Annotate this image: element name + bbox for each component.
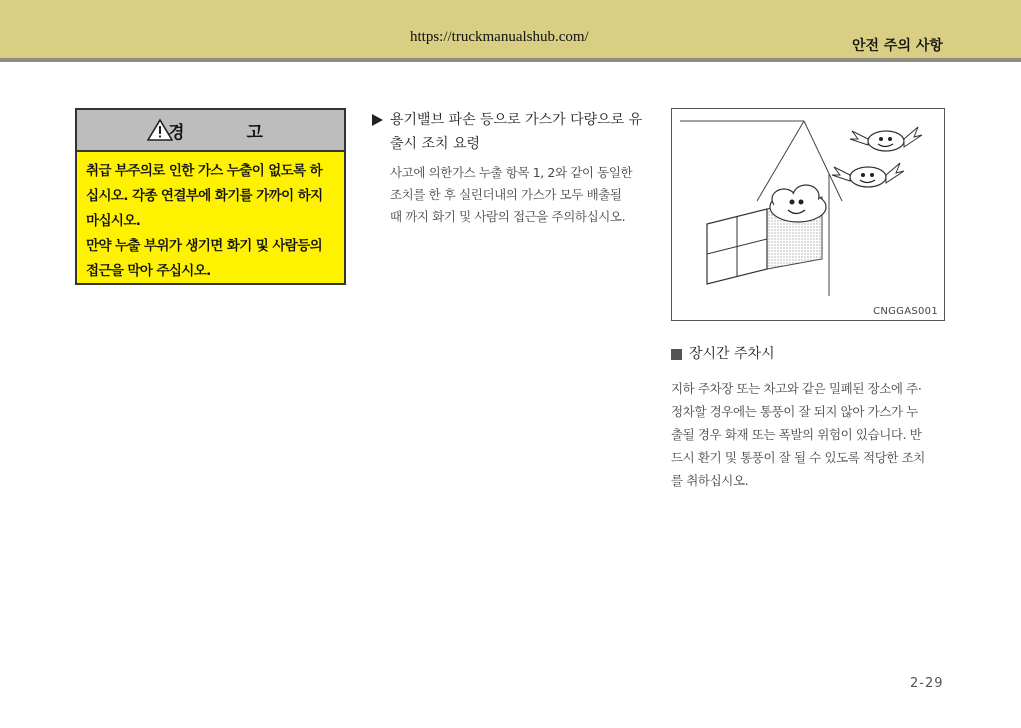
body-line: 사고에 의한가스 누출 항목 1, 2와 같이 동일한	[390, 165, 633, 180]
warning-line: 마십시오.	[86, 213, 141, 229]
flying-gas-icon	[832, 163, 904, 187]
warning-line: 접근을 막아 주십시오.	[86, 263, 211, 279]
long-parking-body	[671, 377, 947, 492]
body-line: 출될 경우 화재 또는 폭발의 위험이 있습니다. 반	[671, 427, 922, 442]
header-divider	[0, 58, 1021, 62]
flying-gas-icon	[850, 127, 922, 151]
heading-text: 장시간 주차시	[689, 346, 775, 362]
page-number: 2-29	[910, 676, 944, 691]
garage-illustration	[671, 108, 945, 321]
body-line: 조치를 한 후 실린더내의 가스가 모두 배출될	[390, 187, 622, 202]
body-line: 를 취하십시오.	[671, 473, 749, 488]
heading-line: 출시 조치 요령	[390, 136, 481, 152]
heading-line: 용기밸브 파손 등으로 가스가 다량으로 유	[390, 112, 643, 128]
body-line: 때 까지 화기 및 사람의 접근을 주의하십시오.	[390, 209, 626, 224]
warning-line: 만약 누출 부위가 생기면 화기 및 사람등의	[86, 238, 323, 254]
garage-drawing	[672, 109, 944, 320]
source-url[interactable]: https://truckmanualshub.com/	[410, 29, 589, 45]
warning-line: 취급 부주의로 인한 가스 누출이 없도록 하	[86, 163, 323, 179]
bullet-arrow-icon	[372, 114, 383, 126]
body-line: 지하 주차장 또는 차고와 같은 밀폐된 장소에 주·	[671, 381, 922, 396]
long-parking-heading	[671, 343, 947, 365]
square-bullet-icon	[671, 349, 682, 360]
warning-text	[77, 152, 344, 284]
warning-box	[75, 108, 346, 285]
figure-code: CNGGAS001	[873, 306, 938, 317]
body-line: 정차할 경우에는 통풍이 잘 되지 않아 가스가 누	[671, 404, 918, 419]
section-title: 안전 주의 사항	[852, 38, 943, 54]
warning-title: 경 고	[168, 122, 291, 143]
leak-procedure-body	[372, 162, 652, 228]
long-parking-section	[671, 343, 947, 492]
warning-line: 십시오. 각종 연결부에 화기를 가까이 하지	[86, 188, 323, 204]
leak-procedure-heading	[372, 108, 652, 156]
body-line: 드시 환기 및 통풍이 잘 될 수 있도록 적당한 조치	[671, 450, 925, 465]
warning-triangle-icon	[147, 119, 173, 141]
leak-procedure	[372, 108, 652, 228]
gas-cloud-icon	[770, 185, 826, 222]
warning-header	[77, 110, 344, 152]
